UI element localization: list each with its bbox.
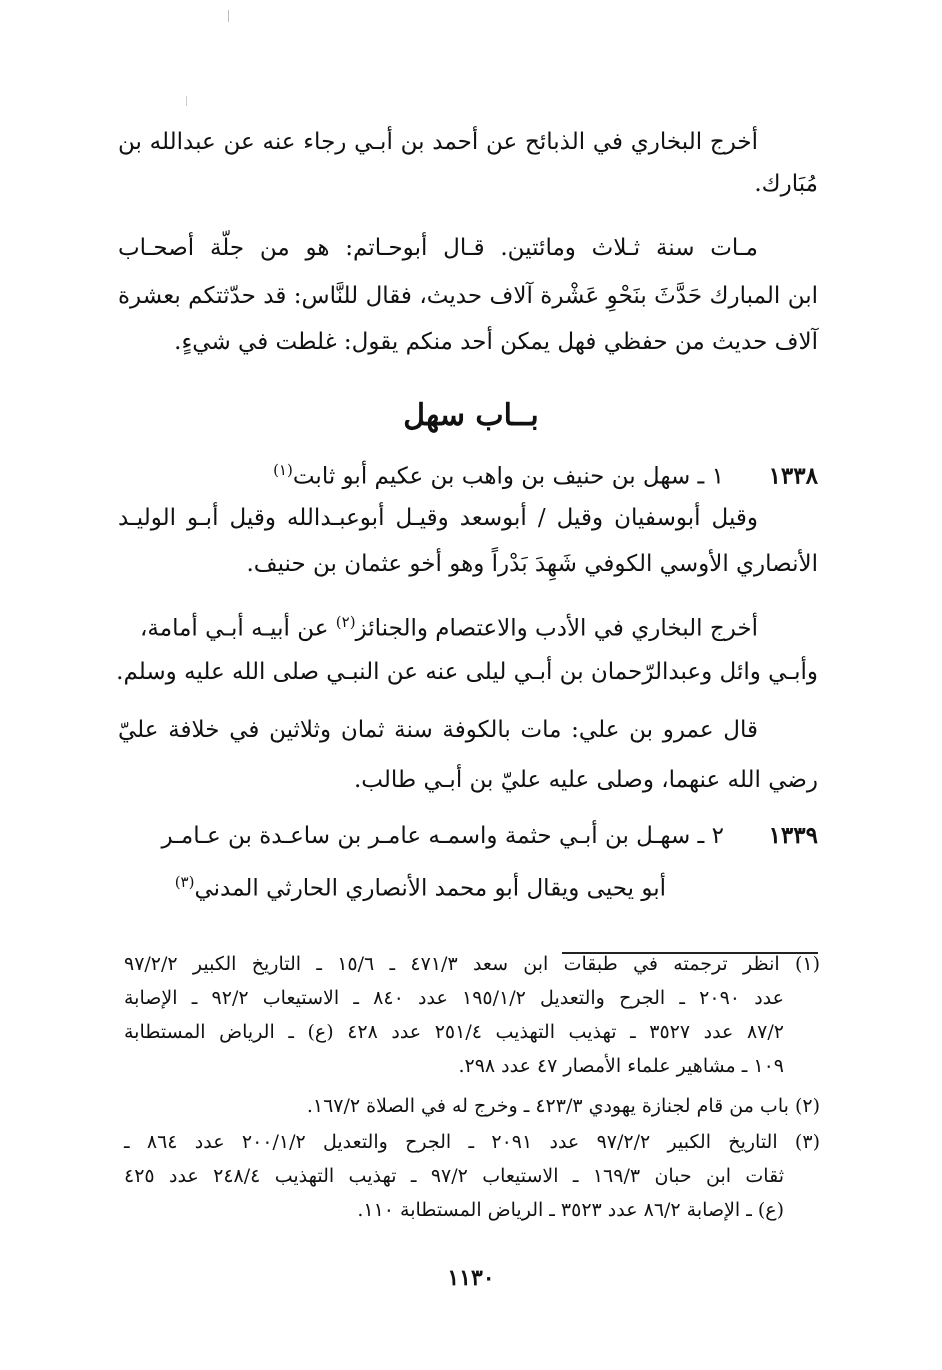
paragraph-3-line-2: وأبـي وائل وعبدالرّحمان بن أبـي ليلى عنه عن النبـي صلى الله عليه وسلم. <box>116 659 818 685</box>
entry-1338-line-1 <box>273 454 818 493</box>
paragraph-4-line-1: قال عمرو بن علي: مات بالكوفة سنة ثمان وثلاثين في خلافة عليّ <box>118 717 758 743</box>
footnote-1-line-4: ١٠٩ ـ مشاهير علماء الأمصار ٤٧ عدد ٢٩٨. <box>458 1055 784 1077</box>
entry-title: سهـل بن أبـي حثمة واسمـه عامـر بن ساعـدة بن عـامـر <box>161 823 691 849</box>
paragraph-4-line-2: رضي الله عنهما، وصلى عليه عليّ بن أبـي طالب. <box>354 767 818 793</box>
section-heading: بــاب سهل <box>403 398 539 433</box>
entry-number: ١٣٣٩ <box>768 822 818 849</box>
footnote-1-line-1: (١) انظر ترجمته في طبقات ابن سعد ٤٧١/٣ ـ ١٥/٦ ـ التاريخ الكبير ٩٧/٢/٢ <box>124 953 820 975</box>
footnote-2-line-1: (٢) باب من قام لجنازة يهودي ٤٢٣/٣ ـ وخرج له في الصلاة ١٦٧/٢. <box>306 1095 820 1117</box>
footnote-3-line-2: ثقات ابن حبان ١٦٩/٣ ـ الاستيعاب ٩٧/٢ ـ تهذيب التهذيب ٢٤٨/٤ عدد ٤٢٥ <box>124 1165 784 1187</box>
footnote-ref: (١) <box>273 461 293 479</box>
footnote-3-line-1: (٣) التاريخ الكبير ٩٧/٢/٢ عدد ٢٠٩١ ـ الجرح والتعديل ٢٠٠/١/٢ عدد ٨٦٤ ـ <box>124 1131 820 1153</box>
entry-1339-line-1 <box>118 820 818 852</box>
scan-mark <box>228 10 229 22</box>
paragraph-2-line-3: آلاف حديث من حفظي فهل يمكن أحد منكم يقول: غلطت في شيءٍ. <box>174 329 818 355</box>
entry-number: ١٣٣٨ <box>768 462 818 490</box>
footnote-ref: (٢) <box>335 613 356 631</box>
entry-1338-line-3: الأنصاري الأوسي الكوفي شَهِدَ بَدْراً وهو أخو عثمان بن حنيف. <box>246 551 818 577</box>
paragraph-2-line-2: ابن المبارك حَدَّثَ بنَحْوِ عَشْرة آلاف حديث، فقال للنَّاس: قد حدّثتكم بعشرة <box>118 283 818 309</box>
page-number: ١١٣٠ <box>447 1265 495 1291</box>
paragraph-3-text-b: عن أبيـه أبـي أمامة، <box>140 615 329 642</box>
entry-index: ٢ ـ <box>697 823 724 849</box>
paragraph-3-text-a: أخرج البخاري في الأدب والاعتصام والجنائز <box>355 615 758 642</box>
entry-subtitle: أبو يحيى ويقال أبو محمد الأنصاري الحارثي المدني <box>194 875 666 902</box>
footnote-1-line-3: ٨٧/٢ عدد ٣٥٢٧ ـ تهذيب التهذيب ٢٥١/٤ عدد ٤٢٨ (ع) ـ الرياض المستطابة <box>124 1021 784 1043</box>
entry-1339-line-2 <box>175 866 666 905</box>
paragraph-2-line-1: مـات سنة ثـلاث ومائتين. قـال أبوحـاتم: هو من جلّة أصحـاب <box>118 235 758 261</box>
footnote-1-line-2: عدد ٢٠٩٠ ـ الجرح والتعديل ١٩٥/١/٢ عدد ٨٤٠ ـ الاستيعاب ٩٢/٢ ـ الإصابة <box>124 987 784 1009</box>
entry-index: ١ ـ <box>697 463 724 490</box>
scan-mark <box>186 96 187 106</box>
paragraph-1-line-1: أخرج البخاري في الذبائح عن أحمد بن أبـي رجاء عنه عن عبدالله بن <box>118 129 758 155</box>
paragraph-3-line-1 <box>140 606 758 645</box>
footnote-ref: (٣) <box>174 873 195 891</box>
paragraph-1-line-2: مُبَارك. <box>754 171 818 197</box>
entry-1338-line-2: وقيل أبوسفيان وقيل / أبوسعد وقيـل أبوعبـدالله وقيل أبـو الوليـد <box>118 505 758 531</box>
entry-title: سهل بن حنيف بن واهب بن عكيم أبو ثابت <box>292 463 691 490</box>
footnote-3-line-3: (ع) ـ الإصابة ٨٦/٢ عدد ٣٥٢٣ ـ الرياض المستطابة ١١٠. <box>357 1199 784 1221</box>
